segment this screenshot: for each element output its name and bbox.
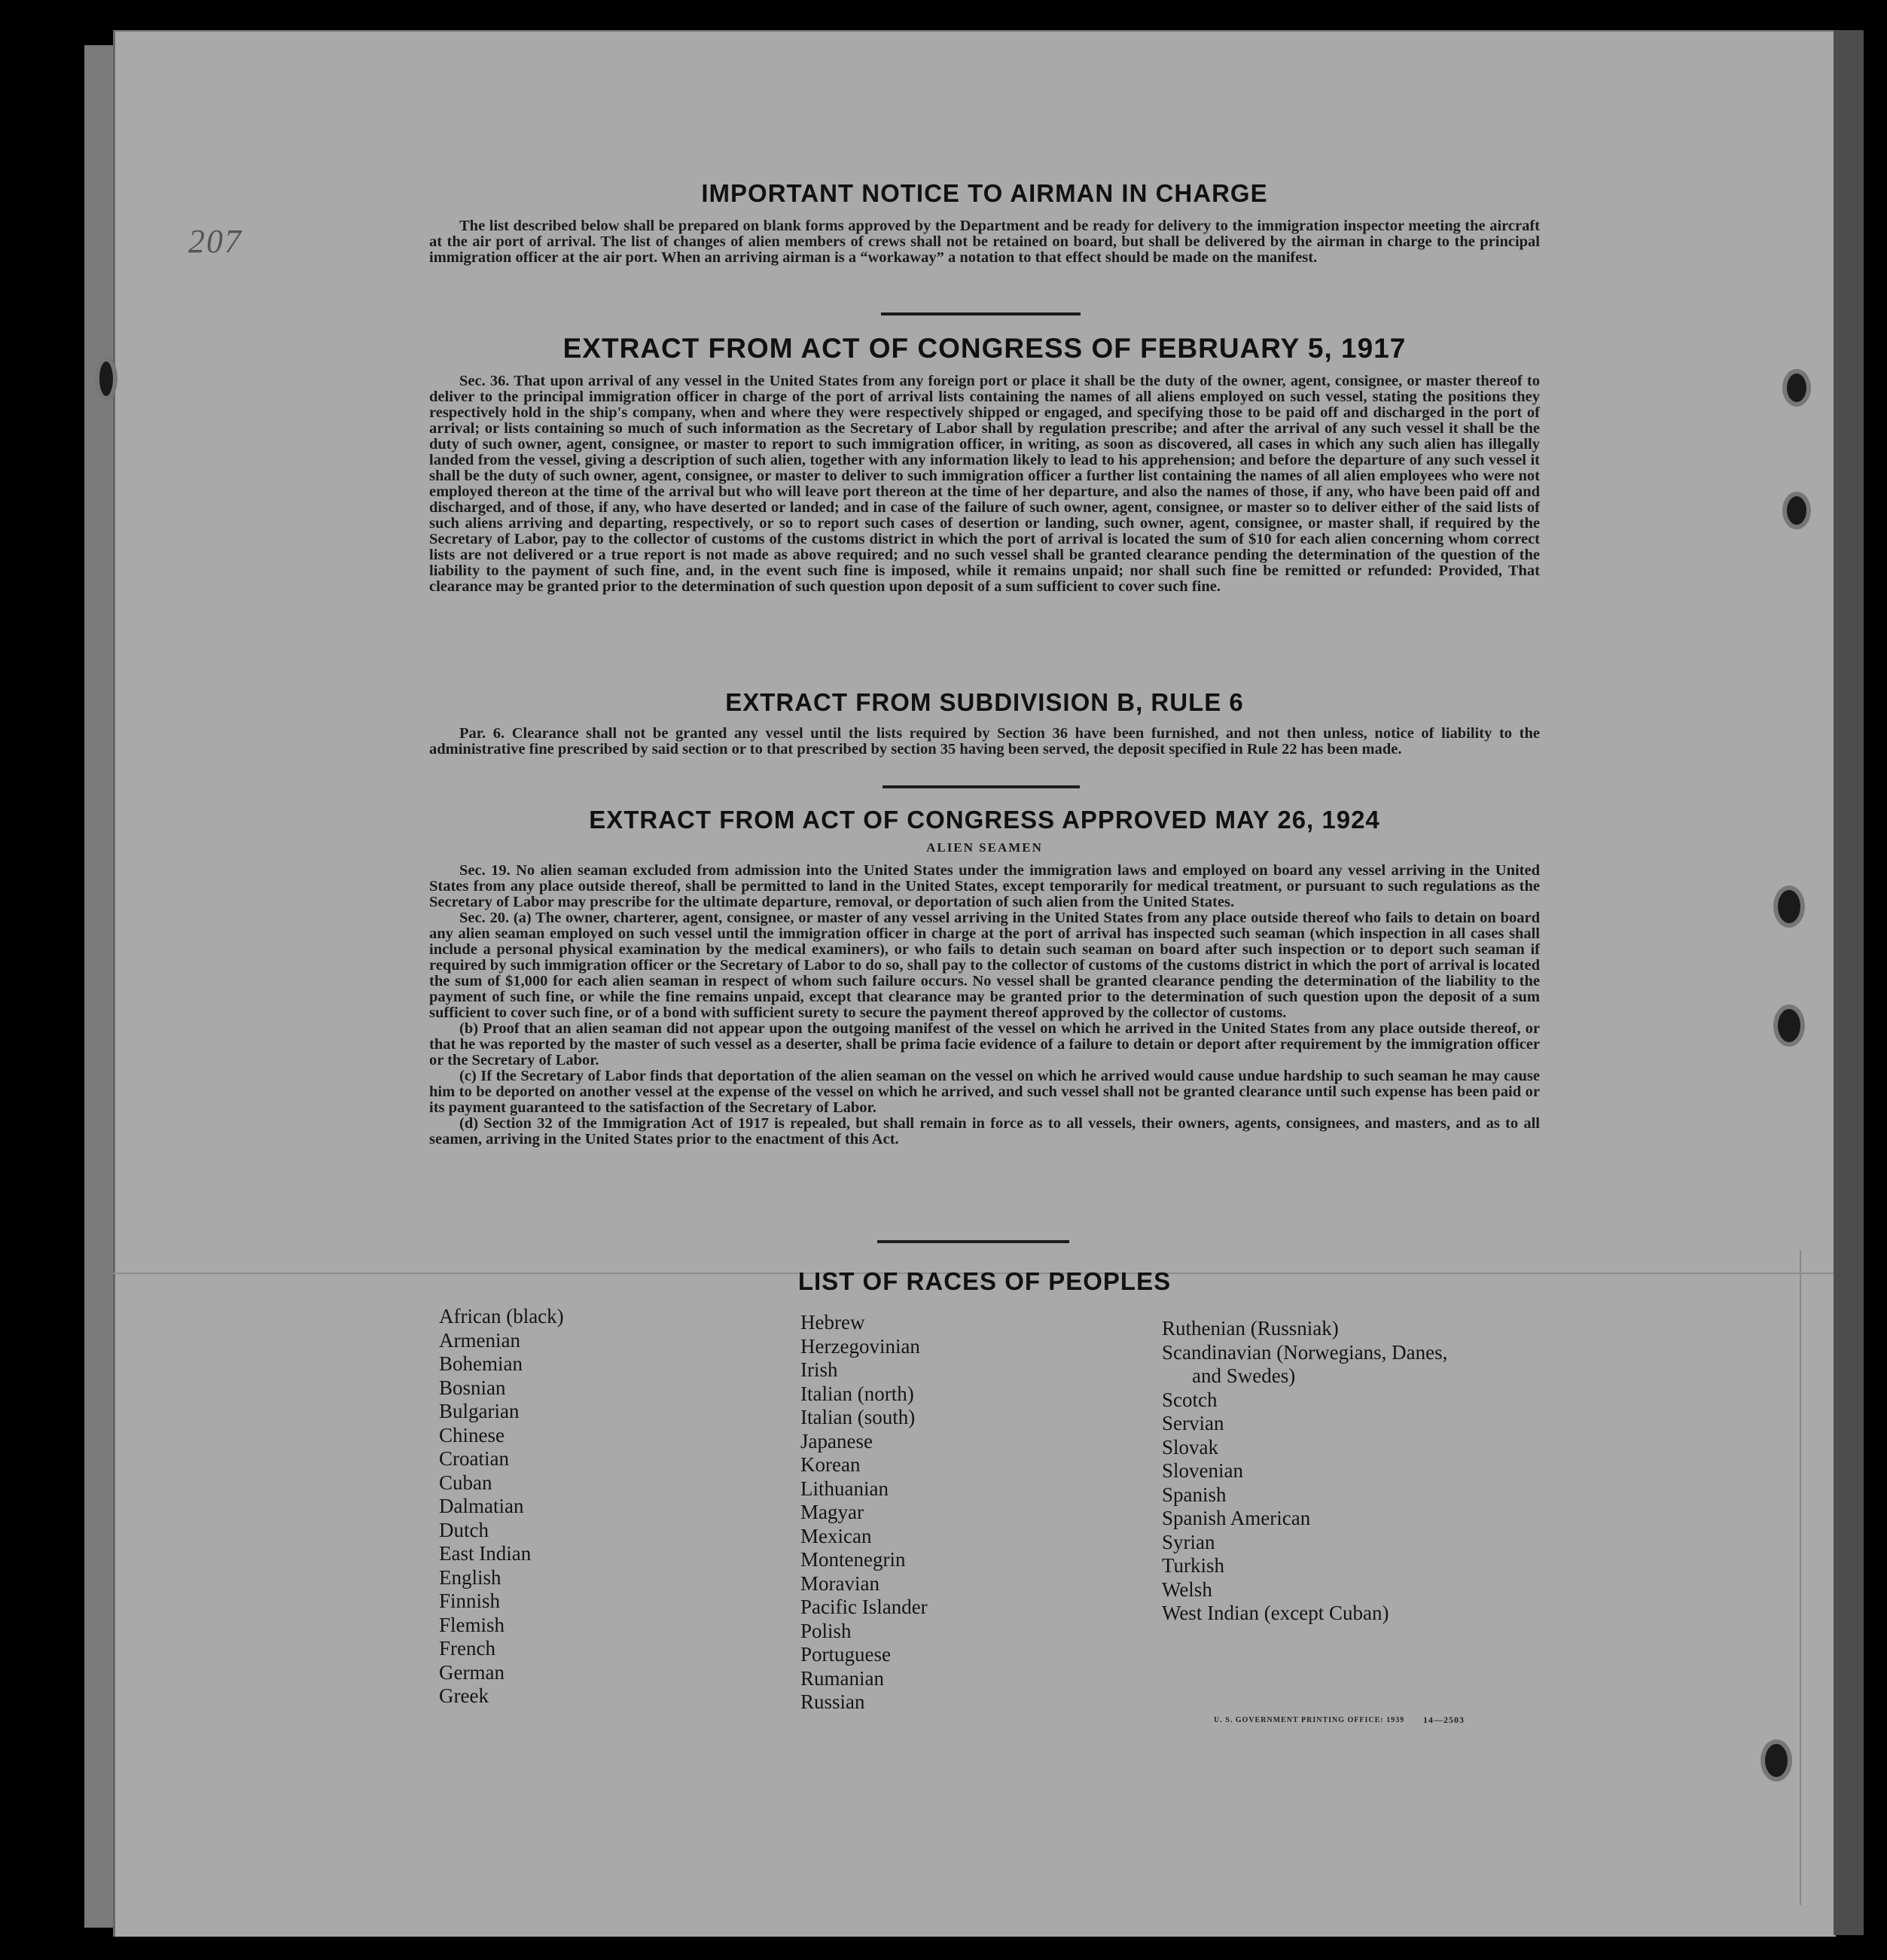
rule6-title: EXTRACT FROM SUBDIVISION B, RULE 6 — [725, 688, 1244, 716]
notice-section — [429, 179, 1540, 266]
rule6-text — [429, 726, 1540, 757]
race-item: Spanish — [1162, 1483, 1227, 1506]
race-item: Ruthenian (Russniak) — [1162, 1317, 1339, 1340]
race-item: Italian (north) — [800, 1382, 914, 1405]
race-item: French — [439, 1637, 495, 1660]
notice-text — [429, 218, 1540, 266]
act-1924-section — [429, 806, 1540, 1148]
punch-hole-icon — [1760, 1739, 1792, 1782]
race-item: Rumanian — [800, 1666, 884, 1690]
race-item: Scandinavian (Norwegians, Danes, — [1162, 1340, 1448, 1364]
race-item: Slovak — [1162, 1435, 1219, 1459]
punch-hole-icon — [1782, 492, 1811, 529]
race-item: East Indian — [439, 1542, 532, 1565]
race-item: Bulgarian — [439, 1400, 520, 1422]
act-1924-paragraph: (c) If the Secretary of Labor finds that deportation of the alien seaman on the vessel on which he arrived would cause undue hardship to such seaman he may cause him to be deported on another vessel at the expense of the vessel on which he arrived, and such vessel shall not be granted clearance until such expense has been paid or its payment guaranteed to the satisfaction of the Secretary of Labor. — [429, 1068, 1540, 1116]
page-edge — [84, 45, 114, 1928]
divider — [881, 312, 1081, 315]
race-item: Lithuanian — [800, 1477, 889, 1500]
act-1924-title: EXTRACT FROM ACT OF CONGRESS APPROVED MAY 26, 1924 — [589, 806, 1380, 834]
rule6-section — [429, 688, 1540, 757]
race-item: Welsh — [1162, 1577, 1212, 1601]
races-column-3 — [1162, 1317, 1447, 1626]
race-item: African (black) — [439, 1305, 564, 1327]
race-item: Armenian — [439, 1328, 520, 1352]
act-1917-text — [429, 373, 1540, 595]
punch-hole-icon — [1773, 1004, 1805, 1047]
act-1917-section — [429, 333, 1540, 595]
race-item: Dutch — [439, 1518, 489, 1541]
punch-hole-icon — [95, 357, 117, 401]
race-item: Turkish — [1162, 1554, 1225, 1577]
punch-hole-icon — [1782, 369, 1811, 407]
race-item: Chinese — [439, 1423, 505, 1446]
race-item: Hebrew — [800, 1311, 865, 1334]
race-item: Polish — [800, 1619, 852, 1642]
race-item: Korean — [800, 1453, 861, 1476]
act-1917-title: EXTRACT FROM ACT OF CONGRESS OF FEBRUARY 5, 1917 — [562, 333, 1407, 364]
race-item: Italian (south) — [800, 1406, 916, 1428]
race-item: Dalmatian — [439, 1495, 524, 1517]
act-1924-paragraph: (d) Section 32 of the Immigration Act of 1917 is repealed, but shall remain in force as to all vessels, their owners, agents, consignees, and masters, and as to all seamen, arriving in the United States prior to the enactment of this Act. — [429, 1115, 1540, 1148]
act-1924-paragraph: (b) Proof that an alien seaman did not appear upon the outgoing manifest of the vessel on which he arrived in the United States from any place outside thereof, or that he was reported by the master of such vessel as a deserter, shall be prima facie evidence of a failure to detain or deport after requirement by the immigration officer or the Secretary of Labor. — [429, 1020, 1540, 1068]
printer-imprint: U. S. GOVERNMENT PRINTING OFFICE: 1939 — [1214, 1716, 1405, 1724]
race-item: Servian — [1162, 1412, 1224, 1434]
race-item: Magyar — [800, 1501, 864, 1523]
race-item: Russian — [800, 1690, 865, 1713]
form-number: 14—2503 — [1423, 1715, 1465, 1725]
race-item: Croatian — [439, 1447, 509, 1470]
race-item: Bohemian — [439, 1352, 523, 1375]
race-item: Montenegrin — [800, 1548, 906, 1571]
race-item: and Swedes) — [1192, 1364, 1296, 1387]
rule6-paragraph: Par. 6. Clearance shall not be granted any vessel until the lists required by Section 36 have been furnished, and not then unless, notice of liability to the administrative fine prescribed by said section or to that prescribed by section 35 having been served, the deposit specified in Rule 22 has been made. — [429, 725, 1540, 757]
race-item: German — [439, 1660, 505, 1684]
act-1917-paragraph: Sec. 36. That upon arrival of any vessel in the United States from any foreign port or place it shall be the duty of the owner, agent, consignee, or master thereof to deliver to the principal immigration officer in charge of the port of arrival lists containing the names of all aliens employed on such vessel, stating the positions they respectively hold in the ship's company, when and where they were respectively shipped or engaged, and specifying those to be paid off and discharged in the port of arrival; or lists containing so much of such information as the Secretary of Labor shall by regulation prescribe; and after the arrival of any such vessel it shall be the duty of such owner, agent, consignee, or master to report to such immigration officer, in writing, as soon as discovered, all cases in which any such alien has illegally landed from the vessel, giving a description of such alien, together with any information likely to lead to his apprehension; and before the departure of any such vessel it shall be the duty of such owner, agent, consignee, or master to deliver to such immigration officer a further list containing the names of all alien employees who were not employed thereon at the time of the arrival but who will leave port thereon at the time of her departure, and also the names of those, if any, who have been paid off and discharged, and of those, if any, who have deserted or landed; and in case of the failure of such owner, agent, consignee, or master so to deliver either of the said lists of such aliens arriving and departing, respectively, or so to report such cases of desertion or landing, such owner, agent, consignee, or master shall, if required by the Secretary of Labor, pay to the collector of customs of the customs district in which the port of arrival is located the sum of $10 for each alien concerning whom correct lists are not delivered or a true report is not made as above required; and no such vessel shall be granted clearance pending the determination of the question of the liability to the payment of such fine, and, in the event such fine is imposed, while it remains unpaid; nor shall such fine be remitted or refunded: Provided, That clearance may be granted prior to the determination of such question upon deposit of a sum sufficient to cover such fine. — [429, 373, 1540, 595]
race-item: Portuguese — [800, 1643, 891, 1666]
page-edge-lower — [1800, 1250, 1815, 1905]
race-item: Mexican — [800, 1524, 872, 1547]
race-item: Scotch — [1162, 1388, 1218, 1411]
race-item: Bosnian — [439, 1376, 506, 1399]
act-1924-paragraph: Sec. 20. (a) The owner, charterer, agent, consignee, or master of any vessel arriving in the United States from any place outside thereof who fails to detain on board any alien seaman employed on such vessel until the immigration officer in charge at the port of arrival has inspected such seaman (which inspection in all cases shall include a personal physical examination by the medical examiners), or who fails to detain such seaman on board after such inspection or to deport such seaman if required by such immigration officer or the Secretary of Labor to do so, shall pay to the collector of customs of the customs district in which the port of arrival is located the sum of $1,000 for each alien seaman in respect of whom such failure occurs. No vessel shall be granted clearance pending the determination of the liability to the payment of such fine, or while the fine remains unpaid, except that clearance may be granted prior to the determination of such question upon the deposit of a sum sufficient to cover such fine, or of a bond with sufficient surety to secure the payment thereof approved by the collector of customs. — [429, 910, 1540, 1021]
notice-title: IMPORTANT NOTICE TO AIRMAN IN CHARGE — [701, 179, 1268, 207]
race-item: Irish — [800, 1358, 838, 1381]
race-item: Cuban — [439, 1471, 492, 1494]
race-item: West Indian (except Cuban) — [1162, 1602, 1389, 1624]
act-1924-paragraph: Sec. 19. No alien seaman excluded from admission into the United States under the immigration laws and employed on board any vessel arriving in the United States from any place outside thereof, shall be permitted to land in the United States, except temporarily for medical treatment, or pursuant to such regulations as the Secretary of Labor may prescribe for the ultimate departure, removal, or deportation of such alien from the United States. — [429, 862, 1540, 910]
race-item: Flemish — [439, 1613, 505, 1636]
races-title: LIST OF RACES OF PEOPLES — [797, 1267, 1172, 1295]
races-column-2 — [800, 1311, 928, 1715]
race-item: Japanese — [800, 1429, 873, 1452]
stamp-number: 207 — [188, 223, 242, 260]
divider — [877, 1240, 1069, 1243]
race-item: Moravian — [800, 1571, 879, 1595]
race-item: English — [439, 1565, 501, 1589]
race-item: Finnish — [439, 1590, 501, 1612]
race-item: Slovenian — [1162, 1459, 1243, 1482]
act-1924-text — [429, 863, 1540, 1148]
race-item: Spanish American — [1162, 1507, 1311, 1529]
notice-paragraph: The list described below shall be prepared on blank forms approved by the Department and be ready for delivery to the immigration inspector meeting the aircraft at the air port of arrival. The list of changes of alien members of crews shall not be retained on board, but shall be delivered by the airman in charge to the principal immigration officer at the air port. When an arriving airman is a “workaway” a notation to that effect should be made on the manifest. — [429, 218, 1540, 266]
act-1924-subtitle: ALIEN SEAMEN — [926, 840, 1043, 855]
races-column-1 — [439, 1305, 564, 1709]
race-item: Pacific Islander — [800, 1596, 928, 1618]
divider — [883, 785, 1080, 788]
page-edge-right — [1834, 30, 1864, 1935]
race-item: Greek — [439, 1684, 489, 1707]
race-item: Syrian — [1162, 1530, 1215, 1553]
punch-hole-icon — [1773, 886, 1805, 928]
race-item: Herzegovinian — [800, 1334, 920, 1358]
